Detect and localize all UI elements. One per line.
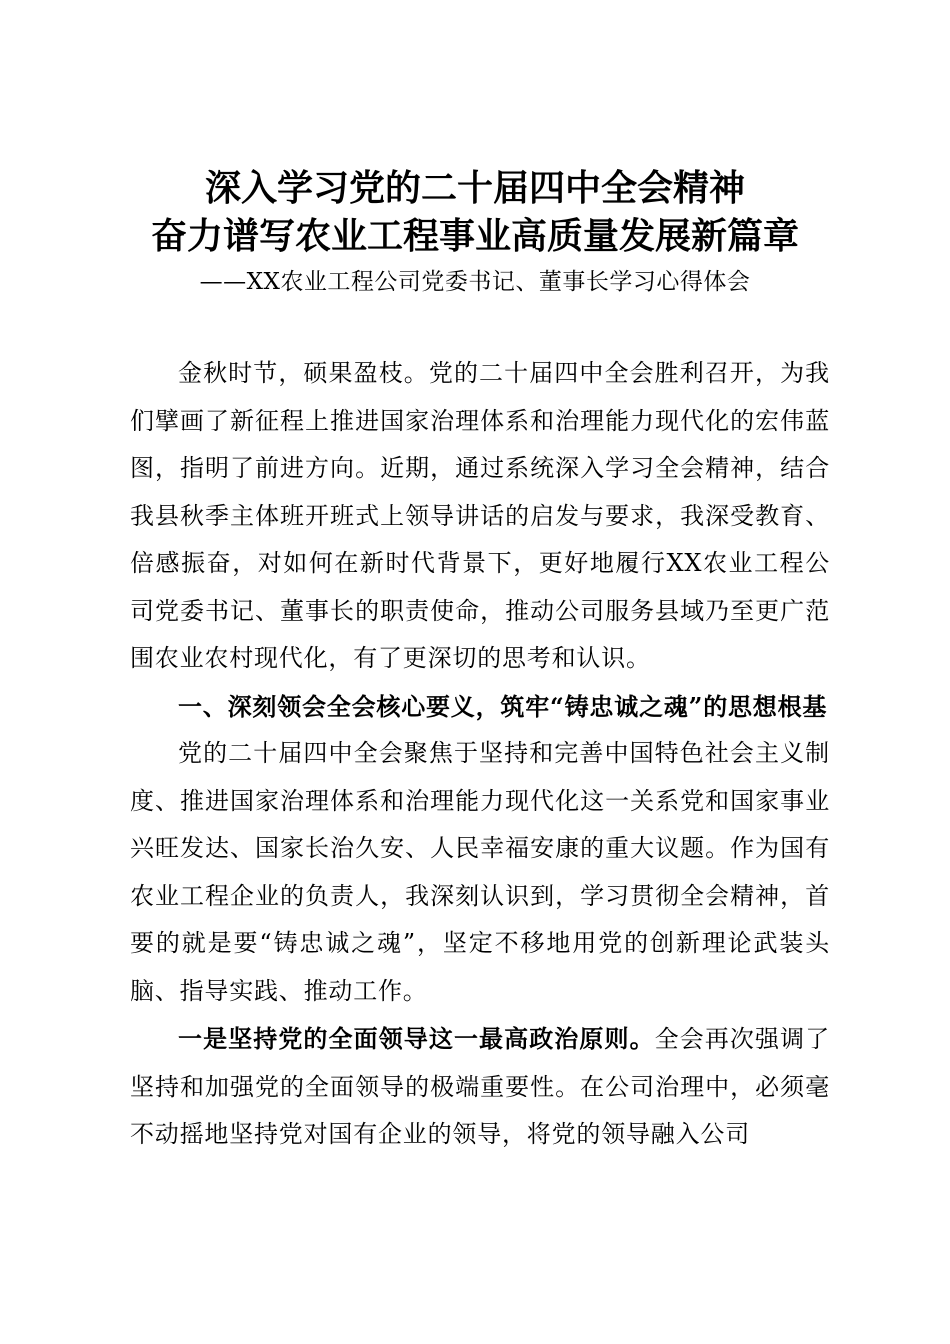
- point-1-lead: 一是坚持党的全面领导这一最高政治原则。: [178, 1024, 655, 1053]
- document-title-line-2: 奋力谱写农业工程事业高质量发展新篇章: [150, 215, 799, 257]
- document-subtitle: ——XX农业工程公司党委书记、董事长学习心得体会: [199, 269, 751, 295]
- document-body: [130, 350, 830, 1159]
- section-1-paragraph: 党的二十届四中全会聚焦于坚持和完善中国特色社会主义制度、推进国家治理体系和治理能力现代化这一关系党和国家事业兴旺发达、国家长治久安、人民幸福安康的重大议题。作为国有农业工程企业的负责人，我深刻认识到，学习贯彻全会精神，首要的就是要“铸忠诚之魂”，坚定不移地用党的创新理论武装头脑、指导实践、推动工作。: [130, 739, 830, 1005]
- point-1-paragraph: [130, 1015, 830, 1159]
- section-1-heading: 一、深刻领会全会核心要义，筑牢“铸忠诚之魂”的思想根基: [178, 691, 828, 721]
- document-title-line-1: 深入学习党的二十届四中全会精神: [204, 167, 745, 209]
- point-1-text: 全会再次强调了坚持和加强党的全面领导的极端重要性。在公司治理中，必须毫不动摇地坚持党对国有企业的领导，将党的领导融入公司: [130, 1025, 830, 1148]
- intro-paragraph: 金秋时节，硕果盈枝。党的二十届四中全会胜利召开，为我们擘画了新征程上推进国家治理体系和治理能力现代化的宏伟蓝图，指明了前进方向。近期，通过系统深入学习全会精神，结合我县秋季主体班开班式上领导讲话的启发与要求，我深受教育、倍感振奋，对如何在新时代背景下，更好地履行XX农业工程公司党委书记、董事长的职责使命，推动公司服务县域乃至更广范围农业农村现代化，有了更深切的思考和认识。: [130, 359, 830, 672]
